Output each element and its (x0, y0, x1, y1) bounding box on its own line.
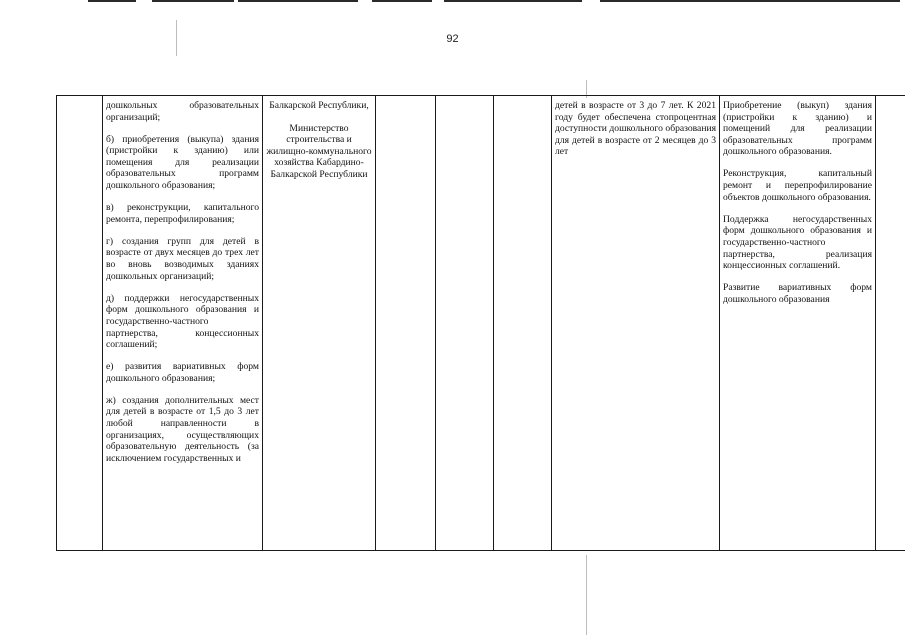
result-text: детей в возрасте от 3 до 7 лет. К 2021 году будет обеспечена стопроцентная доступности дошкольного образования для детей в возрасте от 2 месяцев до 3 лет (555, 100, 716, 158)
scan-edge-line (238, 0, 358, 2)
cell-number (57, 96, 103, 551)
measure-item: б) приобретения (выкупа) здания (пристройки к зданию) или помещения для реализации образовательных программ дошкольного образования; (106, 133, 259, 192)
measure-item: е) развития вариативных форм дошкольного образования; (106, 361, 259, 384)
executor-item: Министерство строительства и жилищно-коммунального хозяйства Кабардино-Балкарской Республики (266, 122, 372, 180)
cell-empty (494, 96, 552, 551)
cell-end-date (436, 96, 494, 551)
measure-item: дошкольных образовательных организаций; (106, 100, 259, 123)
scan-fold-mark (586, 555, 587, 635)
scan-edge-line (152, 0, 234, 2)
cell-directions (720, 96, 876, 551)
scan-edge-line (444, 0, 582, 2)
cell-result (552, 96, 720, 551)
direction-item: Поддержка негосударственных форм дошкольного образования и государственно-частного партнерства, реализация концессионных соглашений. (723, 213, 872, 272)
executor-item: Балкарской Республики, (269, 100, 369, 111)
cell-executors (263, 96, 376, 551)
measure-item: в) реконструкции, капитального ремонта, перепрофилирования; (106, 202, 259, 225)
cell-note (876, 96, 905, 551)
direction-item: Приобретение (выкуп) здания (пристройки к зданию) и помещений для реализации образовательных программ дошкольного образования. (723, 100, 872, 158)
cell-measures (103, 96, 263, 551)
measure-item: г) создания групп для детей в возрасте от двух месяцев до трех лет во вновь возводимых зданиях дошкольных организаций; (106, 235, 259, 282)
scan-edge-line (600, 0, 900, 2)
measure-item: ж) создания дополнительных мест для детей в возрасте от 1,5 до 3 лет любой направленности в организациях, осуществляющих образовательную деятельность (за исключением государственных и (106, 394, 259, 464)
direction-item: Реконструкция, капитальный ремонт и перепрофилирование объектов дошкольного образования. (723, 168, 872, 203)
scan-edge-line (88, 0, 136, 2)
table-row (57, 96, 905, 551)
page-number: 92 (446, 33, 459, 45)
direction-item: Развитие вариативных форм дошкольного образования (723, 282, 872, 305)
cell-start-date (376, 96, 436, 551)
document-table (56, 95, 905, 551)
scan-edge-line (372, 0, 432, 2)
measure-item: д) поддержки негосударственных форм дошкольного образования и государственно-частного партнерства, концессионных соглашений; (106, 292, 259, 351)
